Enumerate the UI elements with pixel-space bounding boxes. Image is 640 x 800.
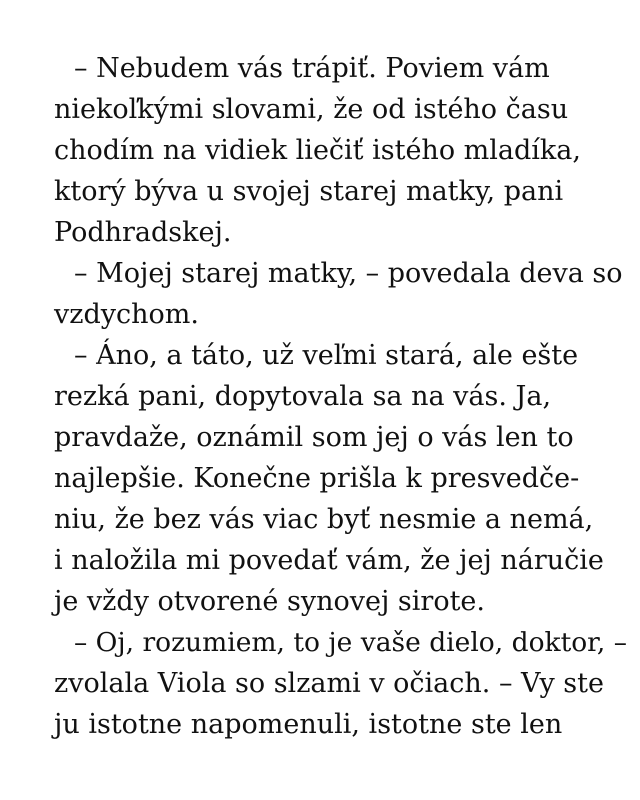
text-line: je vždy otvorené synovej sirote.	[54, 586, 485, 617]
book-page-text	[54, 48, 628, 745]
text-line: Podhradskej.	[54, 217, 232, 248]
text-line: vzdychom.	[54, 299, 199, 330]
text-line: – Áno, a táto, už veľmi stará, ale ešte	[74, 340, 579, 371]
text-line: niu, že bez vás viac byť nesmie a nemá,	[54, 504, 594, 535]
text-line: pravdaže, oznámil som jej o vás len to	[54, 422, 574, 453]
text-line: i naložila mi povedať vám, že jej náručie	[54, 545, 604, 576]
text-line: niekoľkými slovami, že od istého času	[54, 94, 569, 125]
text-line: – Nebudem vás trápiť. Poviem vám	[74, 53, 550, 84]
text-line: – Oj, rozumiem, to je vaše dielo, doktor, –	[74, 627, 628, 658]
text-line: ju istotne napomenuli, istotne ste len	[54, 709, 563, 740]
text-line: ktorý býva u svojej starej matky, pani	[54, 176, 564, 207]
text-line: rezká pani, dopytovala sa na vás. Ja,	[54, 381, 552, 412]
text-line: chodím na vidiek liečiť istého mladíka,	[54, 135, 581, 166]
text-line: zvolala Viola so slzami v očiach. – Vy ste	[54, 668, 604, 699]
text-line: – Mojej starej matky, – povedala deva so	[74, 258, 623, 289]
text-line: najlepšie. Konečne prišla k presvedče-	[54, 463, 580, 494]
